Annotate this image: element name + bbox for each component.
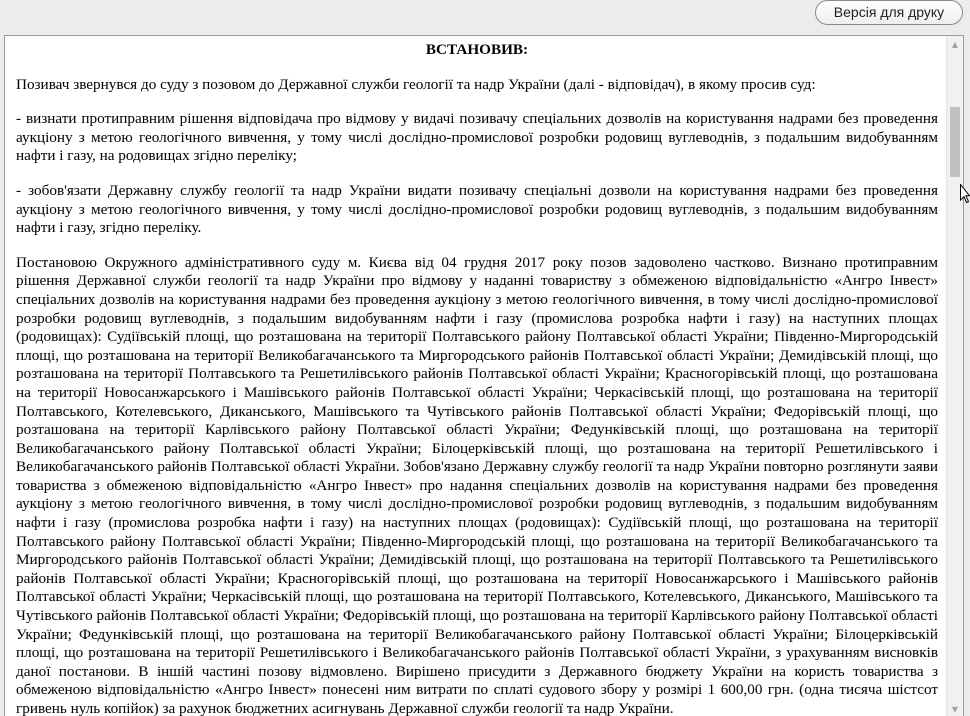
print-version-button[interactable]: Версія для друку [815, 0, 963, 25]
document-paragraph: - визнати протиправним рішення відповідача про відмову у видачі позивачу спеціальних дозволів на користування надрами без проведення аукціону з метою геологічного вивчення, у тому числі дослідно-промислової розробки родовищ вуглеводнів, з подальшим видобуванням нафти і газу, на родовищах згідно переліку; [16, 110, 938, 165]
document-frame[interactable] [4, 35, 964, 716]
document-body [16, 36, 938, 716]
vertical-scrollbar[interactable] [946, 36, 963, 716]
document-heading: ВСТАНОВИВ: [425, 41, 529, 58]
document-paragraph: - зобов'язати Державну службу геології та надр України видати позивачу спеціальні дозволи на користування надрами без проведення аукціону з метою геологічного вивчення, у тому числі дослідно-промислової розробки родовищ вуглеводнів, з подальшим видобуванням нафти і газу, згідно переліку. [16, 181, 938, 237]
scroll-down-arrow-icon[interactable]: ▼ [951, 704, 959, 714]
document-paragraph: Позивач звернувся до суду з позовом до Державної служби геології та надр України (далі - відповідач), в якому просив суд: [16, 75, 816, 93]
mouse-cursor-icon [960, 184, 970, 206]
scroll-up-arrow-icon[interactable]: ▲ [951, 39, 959, 49]
document-paragraph: Постановою Окружного адміністративного суду м. Києва від 04 грудня 2017 року позов задоволено частково. Визнано протиправним рішення Державної служби геології та надр України про відмову у наданні товариству з обмеженою відповідальністю «Ангро Інвест» спеціальних дозволів на користування надрами без проведення аукціону з метою геологічного вивчення, в тому числі дослідно-промислової розробки родовищ вуглеводнів, з подальшим видобуванням нафти і газу (промислова розробка нафти і газу) на наступних площах (родовищах): Судіївській площі, що розташована на території Полтавського району Полтавської області України; Південно-Миргородській площі, що розташована на території Великобагачанського та Миргородського районів Полтавської області України; Демидівській площі, що розташована на території Полтавського та Решетилівського районів Полтавської області України; Красногорівській площі, що розташована на території Новосанжарського і Машівського районів Полтавської області України; Черкасівській площі, що розташована на території Полтавського, Котелевського, Диканського, Машівського та Чутівського районів Полтавської області України; Федорівській площі, що розташована на території Карлівського району Полтавської області України; Федунківській площі, що розташована на території Великобагачанського району Полтавської області України; Білоцерківській площі, що розташована на території Решетилівського і Великобагачанського районів Полтавської області України. Зобов'язано Державну службу геології та надр України повторно розглянути заяви товариства з обмеженою відповідальністю «Ангро Інвест» про надання спеціальних дозволів на користування надрами без проведення аукціону з метою геологічного вивчення, в тому числі дослідно-промислової розробки родовищ вуглеводнів, з подальшим видобуванням нафти і газу (промислова розробка нафти і газу) на наступних площах (родовищах): Судіївській площі, що розташована на території Полтавського району Полтавської області України; Південно-Миргородській площі, що розташована на території Великобагачанського та Миргородського районів Полтавської області України; Демидівській площі, що розташована на території Полтавського та Решетилівського районів Полтавської області України; Красногорівській площі, що розташована на території Новосанжарського і Машівського районів Полтавської області України; Черкасівській площі, що розташована на території Полтавського, Котелевського, Диканського, Машівського та Чутівського районів Полтавської області України; Федорівській площі, що розташована на території Карлівського району Полтавської області України; Федунківській площі, що розташована на території Великобагачанського району Полтавської області України; Білоцерківській площі, що розташована на території Решетилівського і Великобагачанського районів Полтавської області України, з урахуванням висновків даної постанови. В іншій частині позову відмовлено. Вирішено присудити з Державного бюджету України на користь товариства з обмеженою відповідальністю «Ангро Інвест» понесені ним витрати по сплаті судового збору у розмірі 1 600,00 грн. (одна тисяча шістсот гривень нуль копійок) за рахунок бюджетних асигнувань Державної служби геології та надр України. [16, 253, 938, 716]
scrollbar-thumb[interactable] [950, 107, 960, 177]
